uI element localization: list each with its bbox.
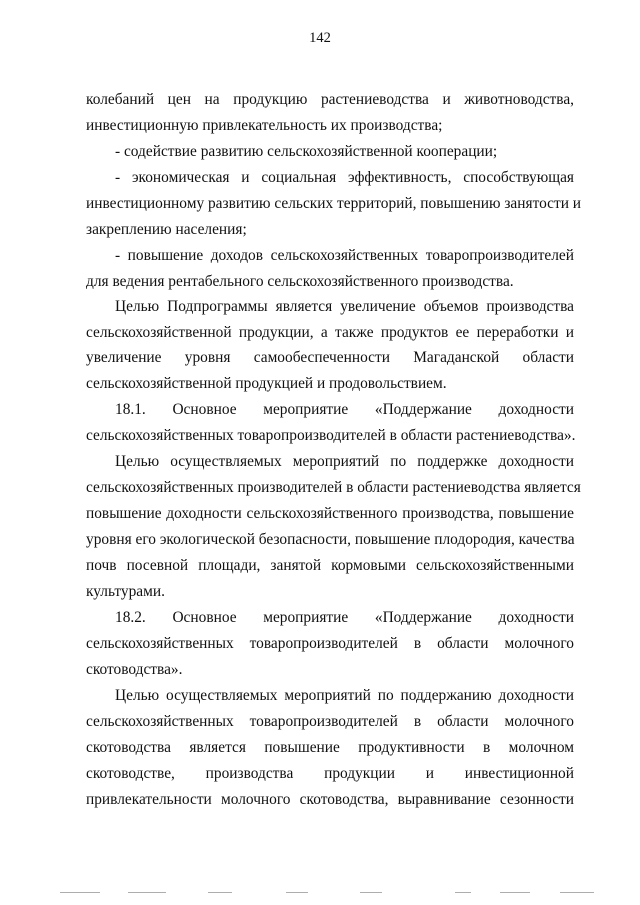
text-line: - экономическая и социальная эффективность, способствующая <box>115 169 574 186</box>
text-line: скотоводстве, производства продукции и инвестиционной <box>86 765 574 782</box>
text-line: инвестиционному развитию сельских территорий, повышению занятости и <box>86 195 582 212</box>
text-line: уровня его экологической безопасности, повышение плодородия, качества <box>86 531 575 548</box>
text-line: культурами. <box>86 583 165 600</box>
text-line: скотоводства». <box>86 661 183 678</box>
text-line: сельскохозяйственных товаропроизводителей в области растениеводства». <box>86 427 576 444</box>
text-line: сельскохозяйственной продукцией и продовольствием. <box>86 375 447 392</box>
text-line: - содействие развитию сельскохозяйственной кооперации; <box>115 143 498 160</box>
text-line: для ведения рентабельного сельскохозяйственного производства. <box>86 273 514 290</box>
text-line: Целью Подпрограммы является увеличение объемов производства <box>115 298 574 315</box>
text-line: инвестиционную привлекательность их производства; <box>86 117 443 134</box>
text-line: 18.2. Основное мероприятие «Поддержание доходности <box>115 609 574 626</box>
text-line: закреплению населения; <box>86 221 247 238</box>
text-line: сельскохозяйственных товаропроизводителей в области молочного <box>86 713 574 730</box>
page-number: 142 <box>309 30 331 46</box>
text-line: 18.1. Основное мероприятие «Поддержание доходности <box>115 401 574 418</box>
text-line: почв посевной площади, занятой кормовыми сельскохозяйственными <box>86 557 574 574</box>
text-line: сельскохозяйственных товаропроизводителей в области молочного <box>86 635 574 652</box>
scan-artifacts <box>0 886 640 905</box>
text-line: сельскохозяйственной продукции, а также продуктов ее переработки и <box>86 324 574 341</box>
text-line: Целью осуществляемых мероприятий по поддержанию доходности <box>115 687 574 704</box>
text-line: повышение доходности сельскохозяйственного производства, повышение <box>86 505 574 522</box>
text-line: увеличение уровня самообеспеченности Магаданской области <box>86 349 574 366</box>
text-line: - повышение доходов сельскохозяйственных товаропроизводителей <box>115 247 574 264</box>
text-line: колебаний цен на продукцию растениеводства и животноводства, <box>86 91 574 108</box>
text-line: сельскохозяйственных производителей в области растениеводства является <box>86 479 581 496</box>
text-line: скотоводства является повышение продуктивности в молочном <box>86 739 574 756</box>
text-line: Целью осуществляемых мероприятий по поддержке доходности <box>115 453 574 470</box>
text-line: привлекательности молочного скотоводства, выравнивание сезонности <box>86 791 574 808</box>
